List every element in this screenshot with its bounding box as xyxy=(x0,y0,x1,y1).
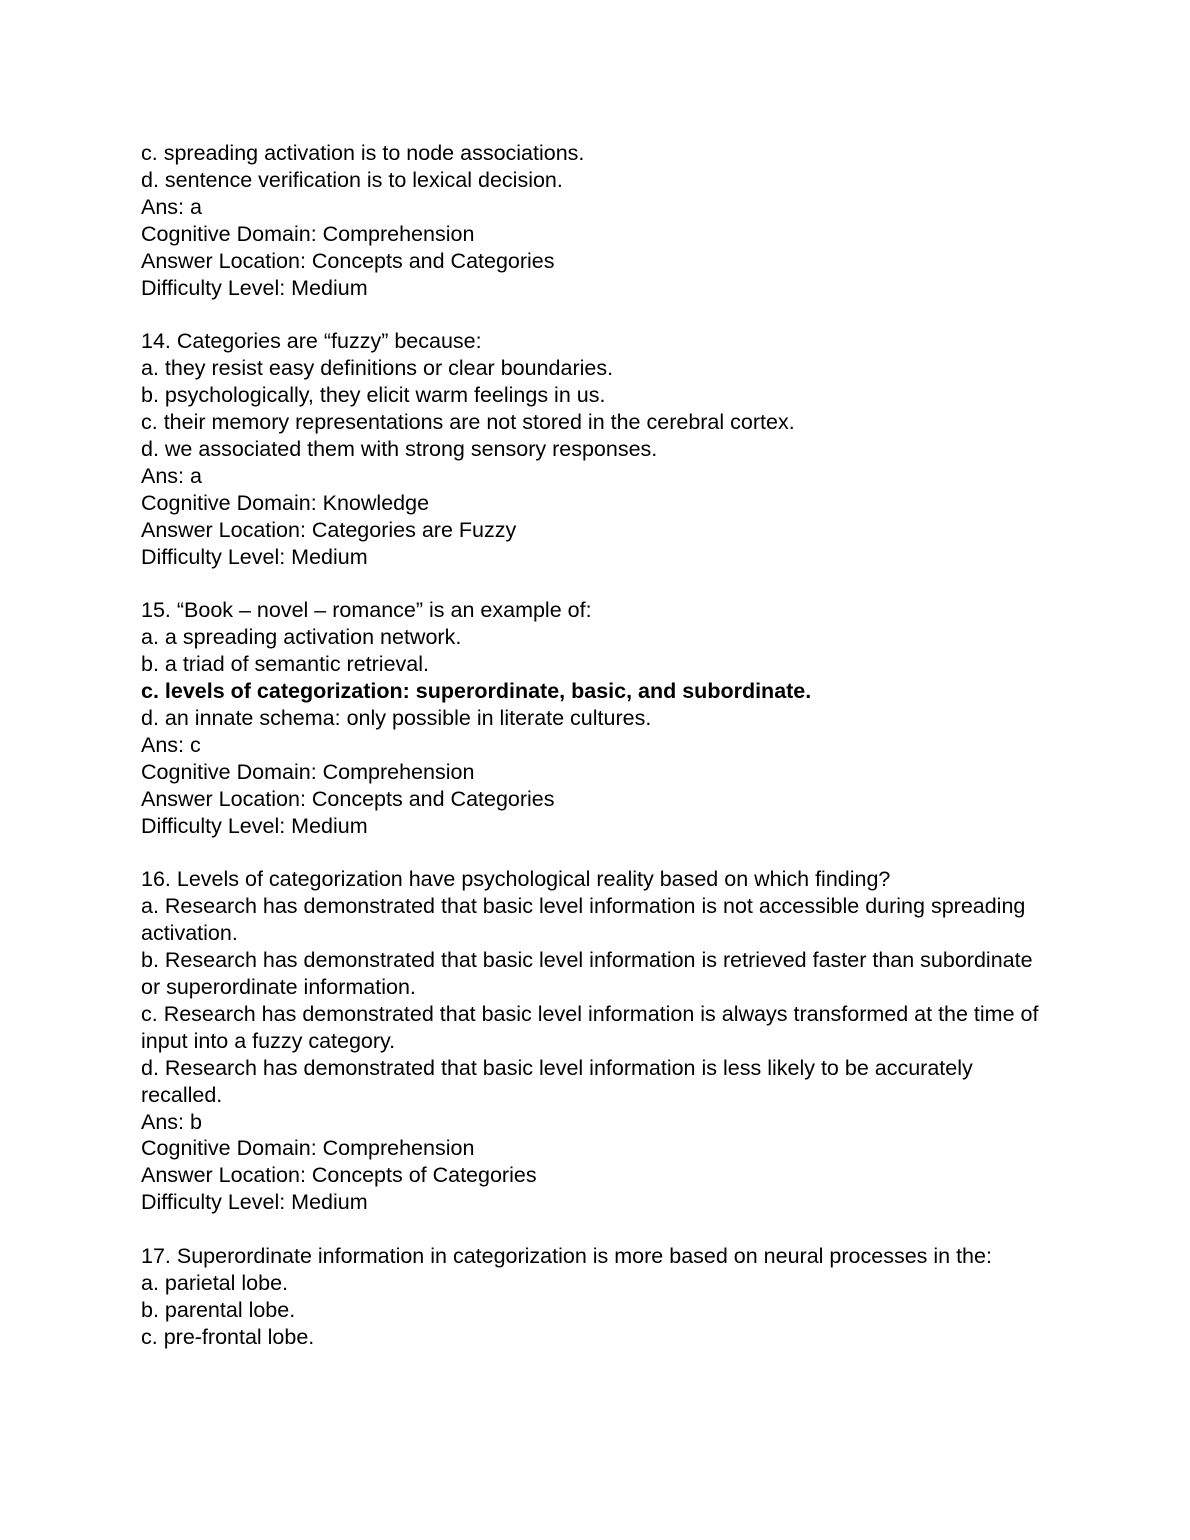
option-c: c. pre-frontal lobe. xyxy=(141,1324,315,1349)
answer-location: Answer Location: Concepts of Categories xyxy=(141,1163,537,1188)
question-13-continued xyxy=(141,140,1051,301)
difficulty-level: Difficulty Level: Medium xyxy=(141,275,368,300)
option-d: d. we associated them with strong sensory responses. xyxy=(141,436,658,461)
answer: Ans: c xyxy=(141,732,201,757)
question-15 xyxy=(141,597,1051,839)
option-c: c. spreading activation is to node associations. xyxy=(141,141,585,165)
cognitive-domain: Cognitive Domain: Comprehension xyxy=(141,759,475,784)
option-c: c. Research has demonstrated that basic level information is always transformed at the time of input into a fuzzy category. xyxy=(141,1001,1045,1053)
option-a: a. a spreading activation network. xyxy=(141,625,462,650)
document-page xyxy=(141,140,1051,1351)
spacer xyxy=(141,840,1051,867)
option-d: d. sentence verification is to lexical decision. xyxy=(141,167,563,192)
option-c-correct: c. levels of categorization: superordinate, basic, and subordinate. xyxy=(141,679,812,704)
spacer xyxy=(141,570,1051,597)
spacer xyxy=(141,301,1051,328)
option-d: d. an innate schema: only possible in literate cultures. xyxy=(141,706,652,730)
question-text: 17. Superordinate information in categorization is more based on neural processes in the: xyxy=(141,1244,992,1269)
option-b: b. Research has demonstrated that basic level information is retrieved faster than subordinate or superordinate information. xyxy=(141,948,1039,1000)
option-b: b. parental lobe. xyxy=(141,1297,296,1322)
answer: Ans: a xyxy=(141,463,202,488)
question-14 xyxy=(141,328,1051,570)
option-d: d. Research has demonstrated that basic level information is less likely to be accurately recalled. xyxy=(141,1055,979,1107)
cognitive-domain: Cognitive Domain: Comprehension xyxy=(141,1136,475,1161)
answer-location: Answer Location: Concepts and Categories xyxy=(141,248,555,273)
option-a: a. parietal lobe. xyxy=(141,1271,289,1295)
option-b: b. a triad of semantic retrieval. xyxy=(141,652,429,677)
answer: Ans: b xyxy=(141,1109,202,1134)
answer-location: Answer Location: Concepts and Categories xyxy=(141,786,555,811)
difficulty-level: Difficulty Level: Medium xyxy=(141,544,368,569)
option-b: b. psychologically, they elicit warm feelings in us. xyxy=(141,383,606,408)
question-16 xyxy=(141,866,1051,1216)
difficulty-level: Difficulty Level: Medium xyxy=(141,813,368,838)
difficulty-level: Difficulty Level: Medium xyxy=(141,1190,368,1215)
question-text: 14. Categories are “fuzzy” because: xyxy=(141,329,482,354)
option-a: a. they resist easy definitions or clear boundaries. xyxy=(141,356,614,381)
question-17 xyxy=(141,1243,1051,1351)
spacer xyxy=(141,1216,1051,1243)
question-text: 16. Levels of categorization have psychological reality based on which finding? xyxy=(141,867,891,892)
cognitive-domain: Cognitive Domain: Knowledge xyxy=(141,490,430,515)
option-c: c. their memory representations are not stored in the cerebral cortex. xyxy=(141,410,795,435)
answer-location: Answer Location: Categories are Fuzzy xyxy=(141,517,517,542)
question-text: 15. “Book – novel – romance” is an example of: xyxy=(141,598,592,623)
answer: Ans: a xyxy=(141,194,202,219)
option-a: a. Research has demonstrated that basic level information is not accessible during spreading activation. xyxy=(141,894,1032,946)
cognitive-domain: Cognitive Domain: Comprehension xyxy=(141,221,475,246)
